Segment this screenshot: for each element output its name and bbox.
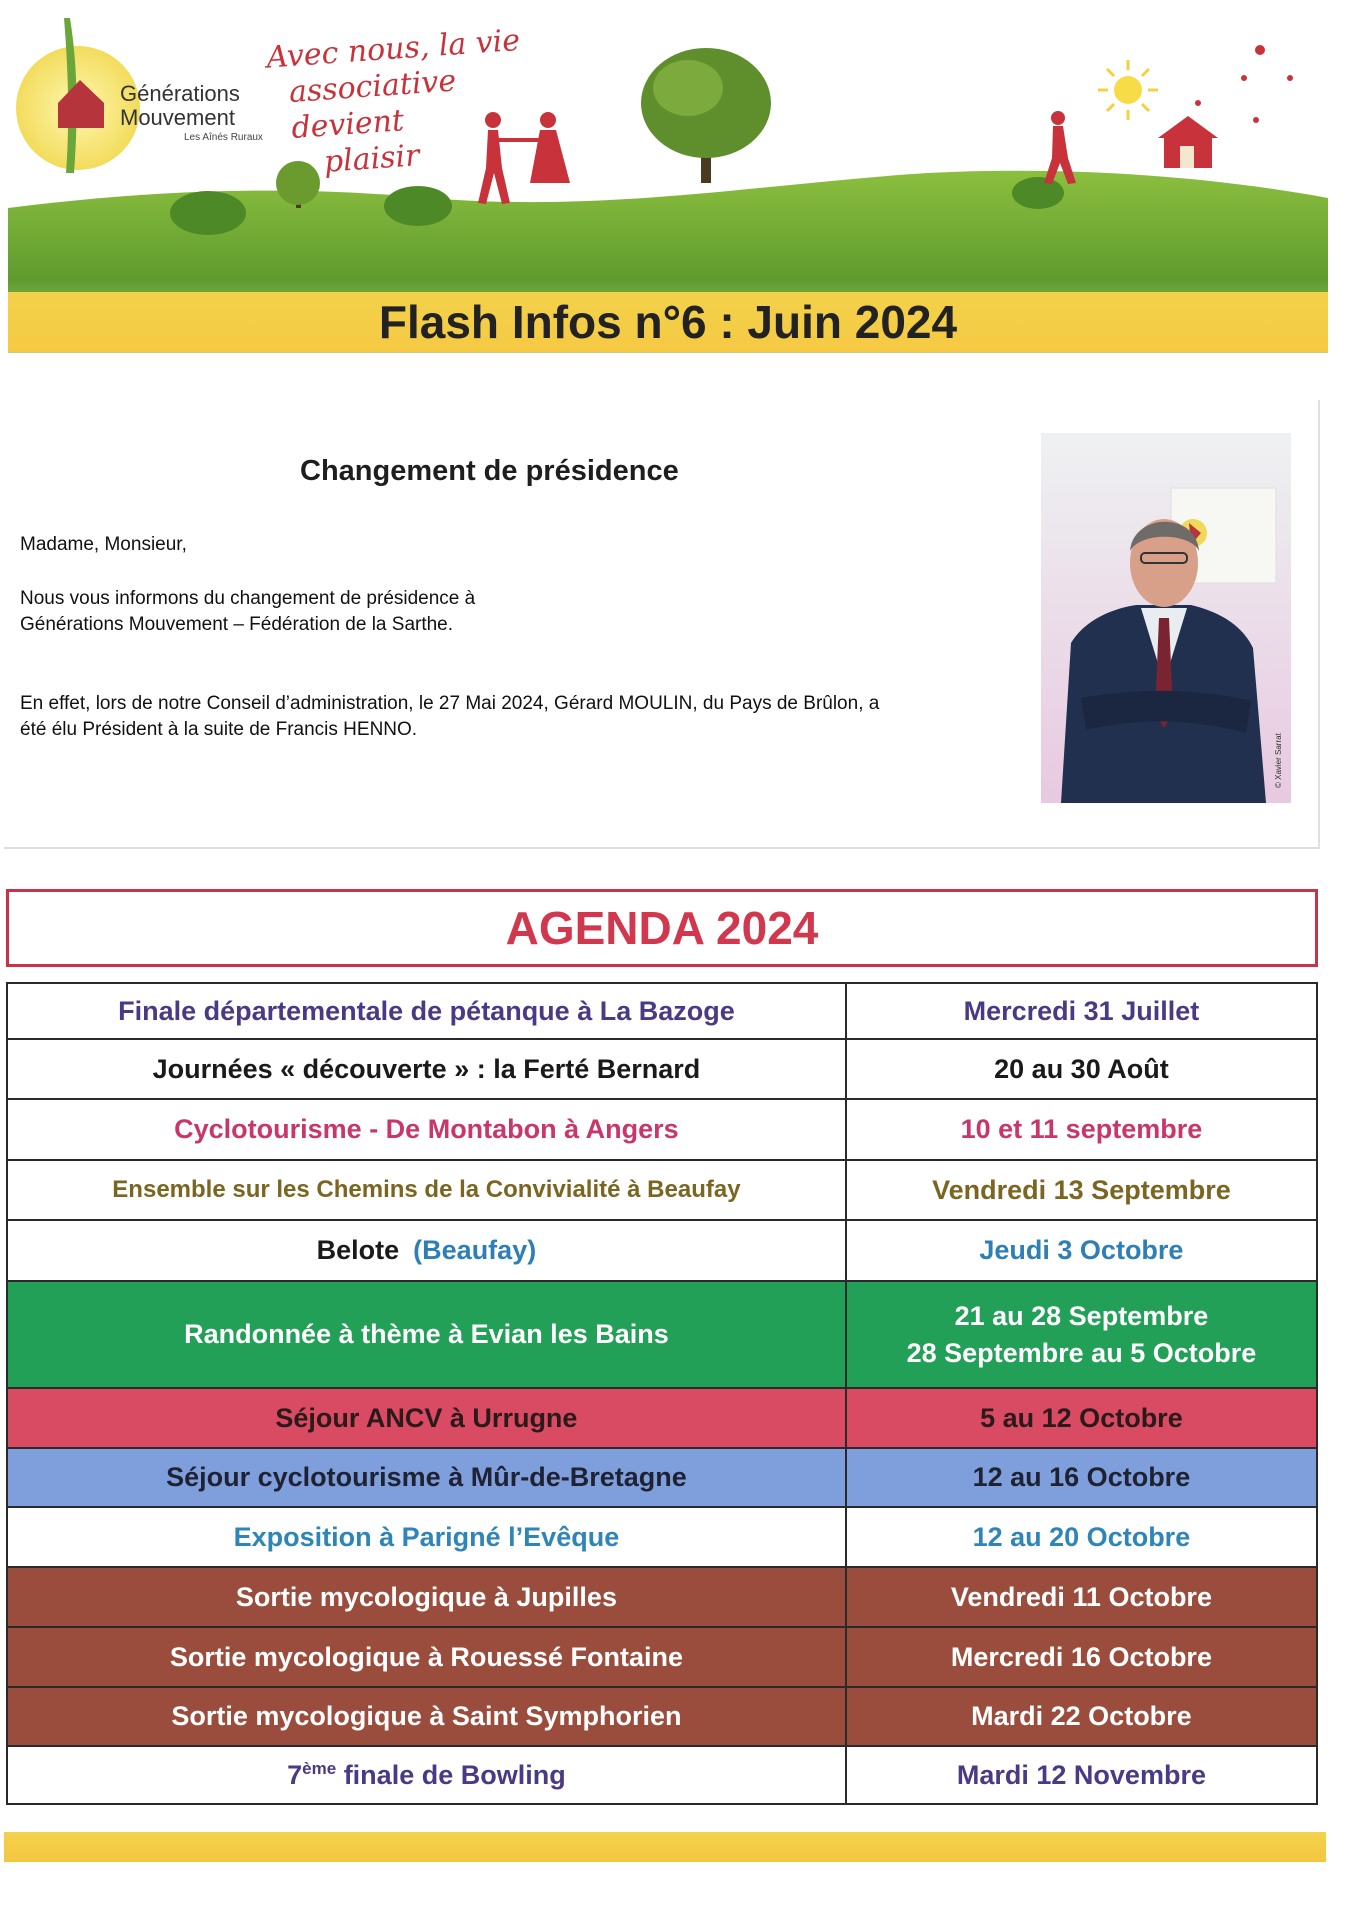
news-paragraph-2-line2: été élu Président à la suite de Francis HENNO. (20, 719, 418, 740)
agenda-date-label: Mardi 12 Novembre (956, 1759, 1206, 1790)
agenda-date (846, 983, 1317, 1039)
agenda-row (7, 1627, 1317, 1687)
agenda-event (7, 1746, 846, 1804)
agenda-date-label: Mardi 22 Octobre (971, 1701, 1192, 1731)
agenda-date (846, 1746, 1317, 1804)
agenda-date (846, 1567, 1317, 1627)
agenda-event (7, 1507, 846, 1567)
news-paragraph-1-line2: Générations Mouvement – Fédération de la Sarthe. (20, 614, 454, 635)
agenda-date (846, 1281, 1317, 1388)
agenda-event (7, 1099, 846, 1160)
agenda-date-label: Jeudi 3 Octobre (979, 1235, 1184, 1265)
agenda-row (7, 1567, 1317, 1627)
agenda-event-label: Belote (316, 1235, 400, 1265)
agenda-event-label: Cyclotourisme - De Montabon à Angers (174, 1114, 679, 1144)
big-tree-icon (641, 48, 771, 183)
agenda-date-label: Vendredi 13 Septembre (932, 1174, 1231, 1205)
agenda-date (846, 1160, 1317, 1220)
news-paragraph-2-line1: En effet, lors de notre Conseil d’administration, le 27 Mai 2024, Gérard MOULIN, du Pays de Brûlon, a (20, 693, 880, 714)
agenda-date (846, 1099, 1317, 1160)
agenda-event-label: finale de Bowling (336, 1760, 566, 1790)
agenda-row (7, 1507, 1317, 1567)
agenda-event (7, 983, 846, 1039)
slogan-line2: associative devient (287, 63, 458, 146)
president-photo (1041, 433, 1291, 803)
agenda-date-label: 5 au 12 Octobre (980, 1402, 1183, 1433)
agenda-event-label: Sortie mycologique à Saint Symphorien (171, 1701, 682, 1731)
agenda-row (7, 1281, 1317, 1388)
footer-band (4, 1832, 1326, 1862)
agenda-event-label: Randonnée à thème à Evian les Bains (184, 1319, 669, 1349)
agenda-row (7, 1039, 1317, 1099)
house-icon (1158, 116, 1218, 168)
logo-line2: Mouvement (120, 105, 235, 130)
agenda-date (846, 1388, 1317, 1448)
agenda-date (846, 1687, 1317, 1746)
slogan (265, 20, 574, 185)
agenda-event-label: Séjour ANCV à Urrugne (275, 1402, 578, 1433)
agenda-event-label: Finale départementale de pétanque à La Bazoge (118, 995, 735, 1026)
agenda-date (846, 1627, 1317, 1687)
agenda-date-label: Mercredi 16 Octobre (950, 1641, 1212, 1672)
agenda-title: AGENDA 2024 (505, 902, 819, 954)
agenda-event (7, 1281, 846, 1388)
agenda-row (7, 1388, 1317, 1448)
agenda-date-label: 20 au 30 Août (994, 1053, 1169, 1084)
agenda-date-label-2: 28 Septembre au 5 Octobre (906, 1337, 1257, 1368)
agenda-event (7, 1687, 846, 1746)
agenda-event-label: Journées « découverte » : la Ferté Bernard (152, 1053, 701, 1084)
agenda-date (846, 1220, 1317, 1281)
news-heading: Changement de présidence (300, 455, 679, 487)
agenda-row (7, 1687, 1317, 1746)
agenda-date (846, 1039, 1317, 1099)
agenda-event-label: Exposition à Parigné l’Evêque (233, 1521, 620, 1552)
agenda-event-number: 7 (287, 1760, 303, 1790)
president-portrait-icon (1041, 433, 1291, 803)
agenda-date (846, 1507, 1317, 1567)
logo-tagline: Les Aînés Ruraux (184, 132, 263, 143)
logo-line1: Générations (120, 81, 240, 106)
news-paragraph-2 (20, 691, 879, 743)
logo (120, 82, 263, 143)
news-paragraph-1 (20, 586, 475, 638)
agenda-event (7, 1039, 846, 1099)
agenda-row (7, 1448, 1317, 1507)
flash-title: Flash Infos n°6 : Juin 2024 (378, 296, 958, 348)
slogan-line3: plaisir (322, 138, 421, 180)
sun-icon (1098, 60, 1158, 120)
photo-credit: © Xavier Sarrat (1274, 733, 1283, 788)
agenda-date-label: 10 et 11 septembre (960, 1114, 1203, 1144)
agenda-event-place: (Beaufay) (413, 1235, 537, 1265)
agenda-date-label: Vendredi 11 Octobre (950, 1581, 1212, 1612)
agenda-table (6, 982, 1318, 1805)
agenda-row (7, 1746, 1317, 1804)
agenda-event (7, 1448, 846, 1507)
agenda-event-label: Ensemble sur les Chemins de la Convivialité à Beaufay (112, 1176, 741, 1203)
agenda-event (7, 1160, 846, 1220)
agenda-event-ordinal: ème (302, 1759, 337, 1778)
slogan-line1: Avec nous, la vie (265, 22, 522, 76)
agenda-date-label: 21 au 28 Septembre (954, 1300, 1209, 1331)
agenda-event (7, 1220, 846, 1281)
agenda-event-label: Séjour cyclotourisme à Mûr-de-Bretagne (166, 1462, 687, 1492)
agenda-date-label: 12 au 20 Octobre (972, 1521, 1191, 1552)
agenda-row (7, 1099, 1317, 1160)
news-paragraph-1-line1: Nous vous informons du changement de présidence à (20, 588, 476, 609)
agenda-event (7, 1567, 846, 1627)
agenda-event (7, 1627, 846, 1687)
agenda-row (7, 1220, 1317, 1281)
agenda-event-label: Sortie mycologique à Rouessé Fontaine (169, 1641, 683, 1672)
agenda-date-label: 12 au 16 Octobre (972, 1462, 1191, 1492)
agenda-row (7, 1160, 1317, 1220)
agenda-date-label: Mercredi 31 Juillet (963, 995, 1200, 1026)
agenda-date (846, 1448, 1317, 1507)
confetti-dots-icon (1195, 45, 1293, 123)
news-greeting: Madame, Monsieur, (20, 534, 187, 555)
agenda-row (7, 983, 1317, 1039)
agenda-event-label: Sortie mycologique à Jupilles (235, 1581, 617, 1612)
agenda-event (7, 1388, 846, 1448)
